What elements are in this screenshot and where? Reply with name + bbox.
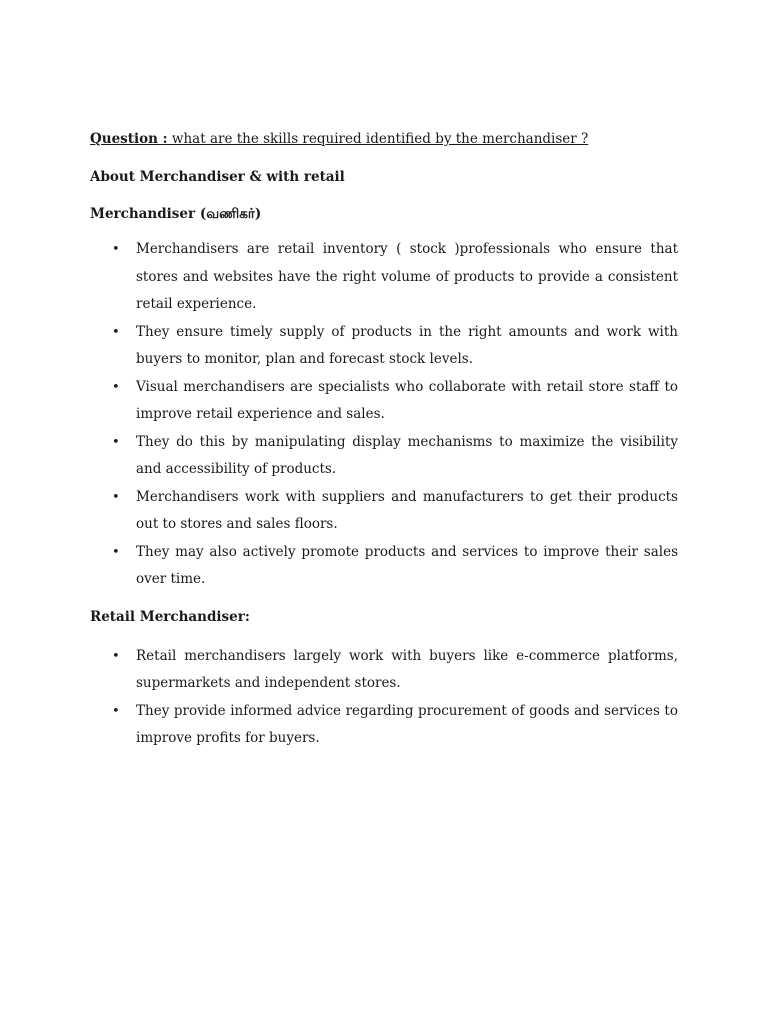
bullet-icon: • [112,703,120,719]
bullet-icon: • [112,324,120,340]
question-label: Question : [90,131,168,147]
bullet-icon: • [112,434,120,450]
list-item-text: They do this by manipulating display mechanisms to maximize the visibility and accessibility of products. [136,433,678,477]
merchandiser-bullet-list [90,236,678,594]
bullet-icon: • [112,648,120,664]
bullet-icon: • [112,379,120,395]
list-item [90,429,678,484]
list-item [90,643,678,698]
bullet-icon: • [112,489,120,505]
bullet-icon: • [112,242,120,257]
list-item-text: They ensure timely supply of products in the right amounts and work with buyers to monitor, plan and forecast stock levels. [136,323,678,367]
question-text: what are the skills required identified by the merchandiser ? [167,131,589,147]
list-item [90,319,678,374]
list-item-text: Merchandisers work with suppliers and manufacturers to get their products out to stores and sales floors. [136,488,678,532]
about-heading: About Merchandiser & with retail [90,169,345,185]
list-item-text: They provide informed advice regarding procurement of goods and services to improve profits for buyers. [136,702,678,746]
list-item-text: They may also actively promote products and services to improve their sales over time. [136,543,678,587]
bullet-icon: • [112,544,120,560]
list-item [90,698,678,753]
list-item [90,539,678,594]
retail-merchandiser-heading: Retail Merchandiser: [90,608,250,625]
list-item-text: Retail merchandisers largely work with buyers like e-commerce platforms, supermarkets and independent stores. [136,647,678,691]
merchandiser-heading: Merchandiser (வணிகர்) [90,206,262,222]
list-item-text: Merchandisers are retail inventory ( stock )professionals who ensure that stores and websites have the right volume of products to provide a consistent retail experience. [136,241,678,312]
question-line [90,128,678,150]
list-item [90,374,678,429]
list-item [90,484,678,539]
list-item-text: Visual merchandisers are specialists who collaborate with retail store staff to improve retail experience and sales. [136,378,678,422]
list-item [90,236,678,319]
retail-bullet-list [90,643,678,753]
